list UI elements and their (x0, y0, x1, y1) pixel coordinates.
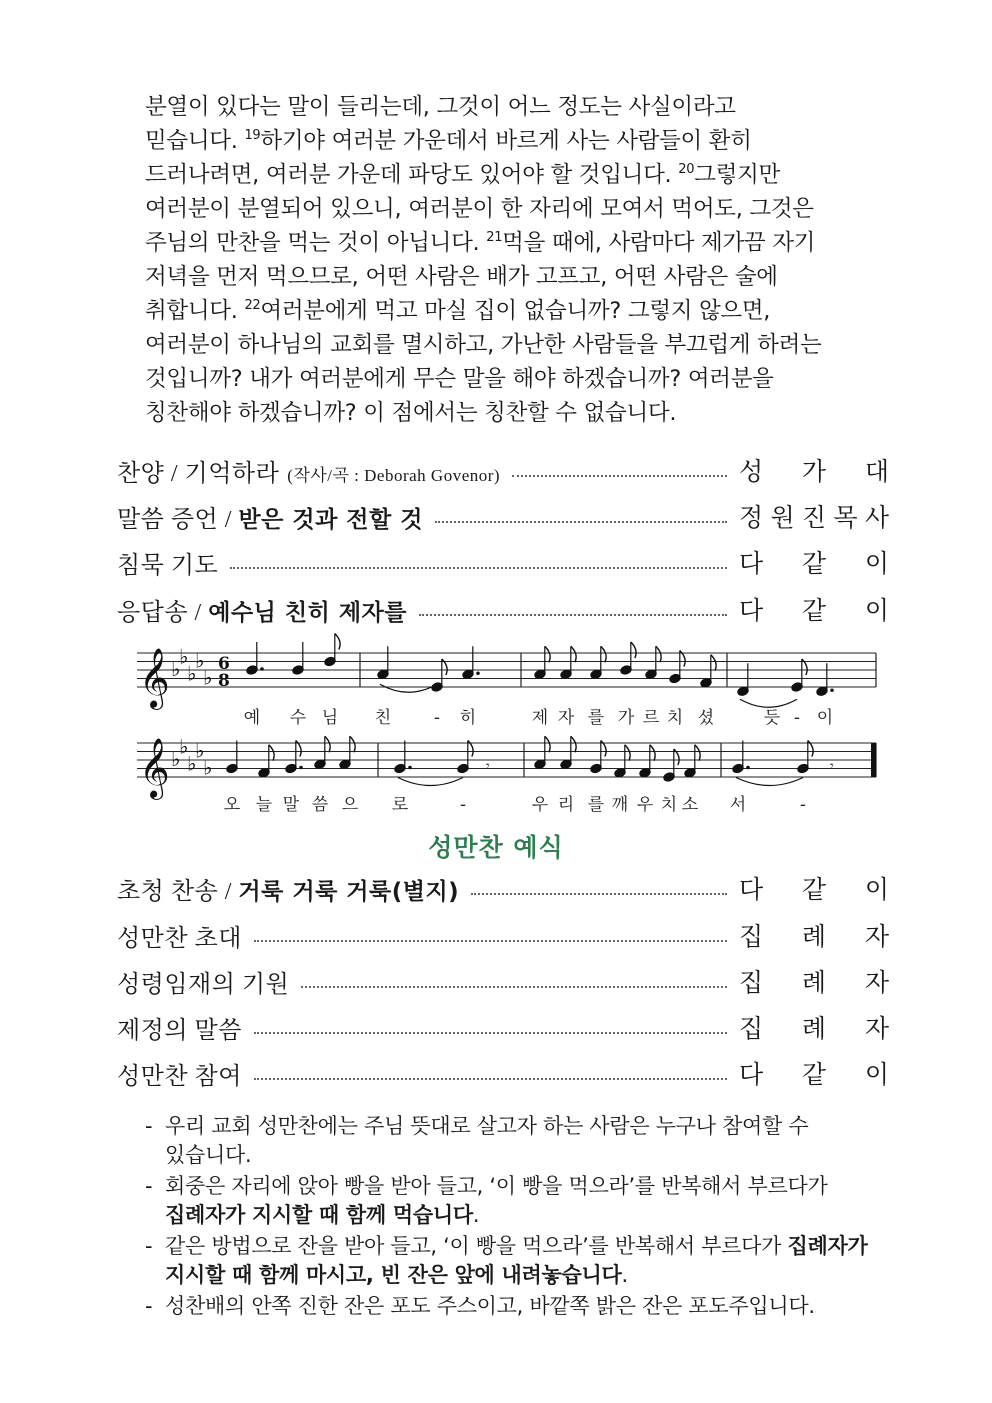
note-dot (746, 766, 750, 770)
leader-char: 같 (801, 877, 827, 904)
note-bullet: - (145, 1174, 153, 1198)
note-flag (711, 655, 716, 671)
leader-char: 가 (801, 459, 827, 486)
note-line (145, 1172, 827, 1200)
leader-char: 례 (801, 970, 827, 997)
lyric-syllable: - (799, 795, 807, 815)
time-signature-top: 6 (218, 654, 230, 674)
leader-char: 집 (739, 970, 764, 997)
verse-number: 22 (244, 298, 261, 313)
leader-char: 목 (833, 505, 858, 532)
flat-icon: ♭ (195, 738, 205, 763)
flat-icon: ♭ (195, 648, 205, 673)
verse-number: 21 (486, 230, 503, 245)
lyric-syllable: 르 (642, 708, 660, 728)
note-flag (601, 646, 606, 662)
note-text: . (621, 1263, 628, 1287)
order-item-title: 성만찬 참여 (117, 1063, 242, 1090)
leader-char: 이 (864, 598, 889, 625)
scripture-text: 분열이 있다는 말이 들리는데, 그것이 어느 정도는 사실이라고 (145, 94, 736, 120)
note-emphasis: 지시할 때 함께 마시고, 빈 잔은 앞에 내려놓습니다 (165, 1263, 622, 1287)
lyric-syllable: 를 (587, 795, 605, 815)
order-item (117, 1007, 889, 1047)
lyric-syllable: 리 (557, 795, 575, 815)
scripture-text: 여러분이 하나님의 교회를 멸시하고, 가난한 사람들을 부끄럽게 하려는 (145, 332, 822, 358)
leader-char: 사 (864, 505, 889, 532)
lyric-syllable: 친 (374, 708, 392, 728)
treble-clef-icon: 𝄞 (139, 738, 170, 798)
note-flag (545, 646, 550, 662)
flat-icon: ♭ (171, 747, 181, 771)
slur (380, 684, 437, 692)
order-item-leader (739, 1009, 889, 1045)
lyric-syllable: - (433, 708, 441, 728)
note-text: . (472, 1203, 480, 1227)
note-flag (625, 745, 630, 761)
note-flag (335, 634, 340, 650)
order-item-credit: (작사/곡 : Deborah Govenor) (287, 465, 501, 485)
order-item-label (117, 871, 459, 906)
order-item-leader (739, 870, 889, 906)
scripture-text: 취합니다. (145, 298, 245, 324)
note-bullet: - (145, 1234, 153, 1258)
order-item (117, 1053, 889, 1093)
rest-icon: 𝄾 (830, 758, 834, 775)
lyric-syllable: 말 (282, 795, 300, 815)
order-item (117, 915, 889, 955)
leader-char: 다 (739, 551, 764, 578)
lyric-syllable: 우 (636, 795, 654, 815)
scripture-text: 것입니까? 내가 여러분에게 무슨 말을 해야 하겠습니까? 여러분을 (145, 366, 774, 392)
note-line (145, 1141, 251, 1169)
order-item-title: 찬양 / 기억하라 (117, 460, 280, 487)
note-text: 회중은 자리에 앉아 빵을 받아 들고, ‘이 빵을 먹으라’를 반복해서 부르다가 (165, 1174, 828, 1198)
leader-char: 이 (864, 1062, 889, 1089)
order-item-title: 침묵 기도 (117, 552, 219, 579)
slur (736, 778, 803, 786)
lyric-syllable: 셨 (697, 708, 715, 728)
note-bullet: - (145, 1114, 153, 1138)
order-item-subtitle: 받은 것과 전할 것 (238, 506, 423, 533)
leader-char: 집 (739, 1016, 764, 1043)
leader-char: 자 (864, 970, 889, 997)
note-flag (650, 745, 655, 761)
order-item-label (117, 1010, 242, 1045)
order-item-title: 초청 찬송 / (117, 878, 239, 905)
leader-char: 다 (739, 598, 764, 625)
scripture-text: 여러분이 분열되어 있으니, 여러분이 한 자리에 모여서 먹어도, 그것은 (145, 196, 814, 222)
order-item-subtitle: 거룩 거룩 거룩(별지) (238, 878, 460, 905)
dotted-leader (301, 986, 727, 988)
dotted-leader (471, 893, 727, 895)
order-item-label (117, 918, 242, 953)
dotted-leader (254, 1032, 727, 1034)
slur (740, 699, 797, 707)
leader-char: 대 (864, 459, 889, 486)
lyric-syllable: 듯 (763, 708, 781, 728)
lyric-syllable: 수 (289, 708, 307, 728)
scripture-text: 그렇지만 (694, 162, 780, 188)
leader-char: 이 (864, 551, 889, 578)
lyric-syllable: 우 (531, 795, 549, 815)
lyric-syllable: - (459, 795, 467, 815)
note-emphasis: 집례자가 (787, 1234, 868, 1258)
note-line (145, 1261, 628, 1289)
note-dot (830, 688, 834, 692)
note-flag (571, 646, 576, 662)
scripture-text: 먹을 때에, 사람마다 제가끔 자기 (502, 230, 816, 256)
scripture-text: 칭찬해야 하겠습니까? 이 점에서는 칭찬할 수 없습니다. (145, 400, 677, 426)
note-flag (656, 646, 661, 662)
flat-icon: ♭ (187, 751, 197, 776)
lyric-syllable: 늘 (255, 795, 273, 815)
leader-char: 다 (739, 877, 764, 904)
verse-number: 20 (678, 162, 695, 177)
note-dot (260, 667, 264, 671)
final-bar-line (871, 743, 876, 777)
note-flag (545, 736, 550, 752)
treble-clef-icon: 𝄞 (139, 648, 170, 708)
rest-icon: 𝄾 (486, 758, 490, 775)
order-item-leader (739, 1055, 889, 1091)
order-item-leader (739, 917, 889, 953)
note-emphasis: 집례자가 지시할 때 함께 먹습니다 (165, 1203, 473, 1227)
note-text: 같은 방법으로 잔을 받아 들고, ‘이 빵을 먹으라’를 반복해서 부르다가 (165, 1234, 788, 1258)
leader-char: 례 (801, 1016, 827, 1043)
scripture-text: 여러분에게 먹고 마실 집이 없습니까? 그렇지 않으면, (260, 298, 771, 324)
leader-char: 같 (801, 598, 827, 625)
verse-number: 19 (244, 128, 261, 143)
lyric-syllable: 히 (459, 708, 477, 728)
lyric-syllable: 예 (243, 708, 261, 728)
lyric-syllable: 씀 (311, 795, 329, 815)
dotted-leader (254, 1078, 727, 1080)
leader-char: 집 (739, 924, 764, 951)
scripture-text: 하기야 여러분 가운데서 바르게 사는 사람들이 환히 (260, 128, 752, 154)
note-flag (325, 736, 330, 752)
lyric-syllable: 서 (729, 795, 747, 815)
lyric-syllable: 오 (223, 795, 241, 815)
note-text: 우리 교회 성만찬에는 주님 뜻대로 살고자 하는 사람은 누구나 참여할 수 (165, 1114, 809, 1138)
note-text: 있습니다. (165, 1143, 252, 1167)
flat-icon: ♭ (179, 644, 189, 669)
order-item-label (117, 1056, 242, 1091)
lyric-syllable: 님 (321, 708, 339, 728)
lyric-syllable: 를 (587, 708, 605, 728)
leader-char: 정 (739, 505, 764, 532)
leader-char: 같 (801, 551, 827, 578)
lyric-syllable: 자 (557, 708, 575, 728)
order-item (117, 868, 889, 908)
order-item-label (117, 964, 289, 999)
order-item-title: 응답송 / (117, 599, 209, 626)
time-signature-bottom: 8 (218, 671, 230, 691)
order-item-title: 제정의 말씀 (117, 1017, 242, 1044)
note-dot (299, 766, 303, 770)
order-item-subtitle: 예수님 친히 제자를 (208, 599, 407, 626)
lyric-syllable: - (793, 708, 801, 728)
flat-icon: ♭ (203, 755, 213, 780)
note-line (145, 1112, 808, 1140)
leader-char: 같 (801, 1062, 827, 1089)
lyric-syllable: 치 (660, 795, 678, 815)
note-flag (269, 745, 274, 761)
leader-char: 다 (739, 1062, 764, 1089)
leader-char: 례 (801, 924, 827, 951)
lyric-syllable: 소 (681, 795, 699, 815)
lyric-syllable: 로 (391, 795, 409, 815)
slur (398, 778, 463, 786)
lyric-syllable: 이 (816, 708, 834, 728)
lyric-syllable: 치 (666, 708, 684, 728)
leader-char: 자 (864, 1016, 889, 1043)
leader-char: 자 (864, 924, 889, 951)
note-dot (408, 766, 412, 770)
leader-char: 진 (801, 505, 827, 532)
note-flag (695, 745, 700, 761)
note-flag (571, 736, 576, 752)
scripture-text: 믿습니다. (145, 128, 245, 154)
lyric-syllable: 가 (617, 708, 635, 728)
order-item-title: 성만찬 초대 (117, 925, 242, 952)
order-item (117, 961, 889, 1001)
flat-icon: ♭ (171, 657, 181, 681)
scripture-text: 저녁을 먼저 먹으므로, 어떤 사람은 배가 고프고, 어떤 사람은 술에 (145, 264, 778, 290)
note-line (145, 1201, 479, 1229)
lyric-syllable: 으 (341, 795, 359, 815)
scripture-text: 주님의 만찬을 먹는 것이 아닙니다. (145, 230, 487, 256)
order-item-leader (739, 963, 889, 999)
order-item-title: 말씀 증언 / (117, 506, 239, 533)
flat-icon: ♭ (179, 734, 189, 759)
leader-char: 원 (770, 505, 795, 532)
lyric-syllable: 제 (531, 708, 549, 728)
lyric-syllable: 깨 (611, 795, 629, 815)
note-flag (350, 736, 355, 752)
note-line (145, 1232, 867, 1260)
scripture-text: 드러나려면, 여러분 가운데 파당도 있어야 할 것입니다. (145, 162, 679, 188)
leader-char: 성 (739, 459, 764, 486)
note-text: 성찬배의 안쪽 진한 잔은 포도 주스이고, 바깥쪽 밝은 잔은 포도주입니다. (165, 1294, 815, 1318)
order-item-title: 성령임재의 기원 (117, 971, 290, 998)
section-title: 성만찬 예식 (428, 833, 564, 862)
flat-icon: ♭ (187, 661, 197, 686)
flat-icon: ♭ (203, 665, 213, 690)
note-line (145, 1292, 815, 1320)
note-bullet: - (145, 1294, 153, 1318)
note-flag (631, 642, 636, 658)
leader-char: 이 (864, 877, 889, 904)
dotted-leader (254, 940, 727, 942)
note-dot (476, 671, 480, 675)
